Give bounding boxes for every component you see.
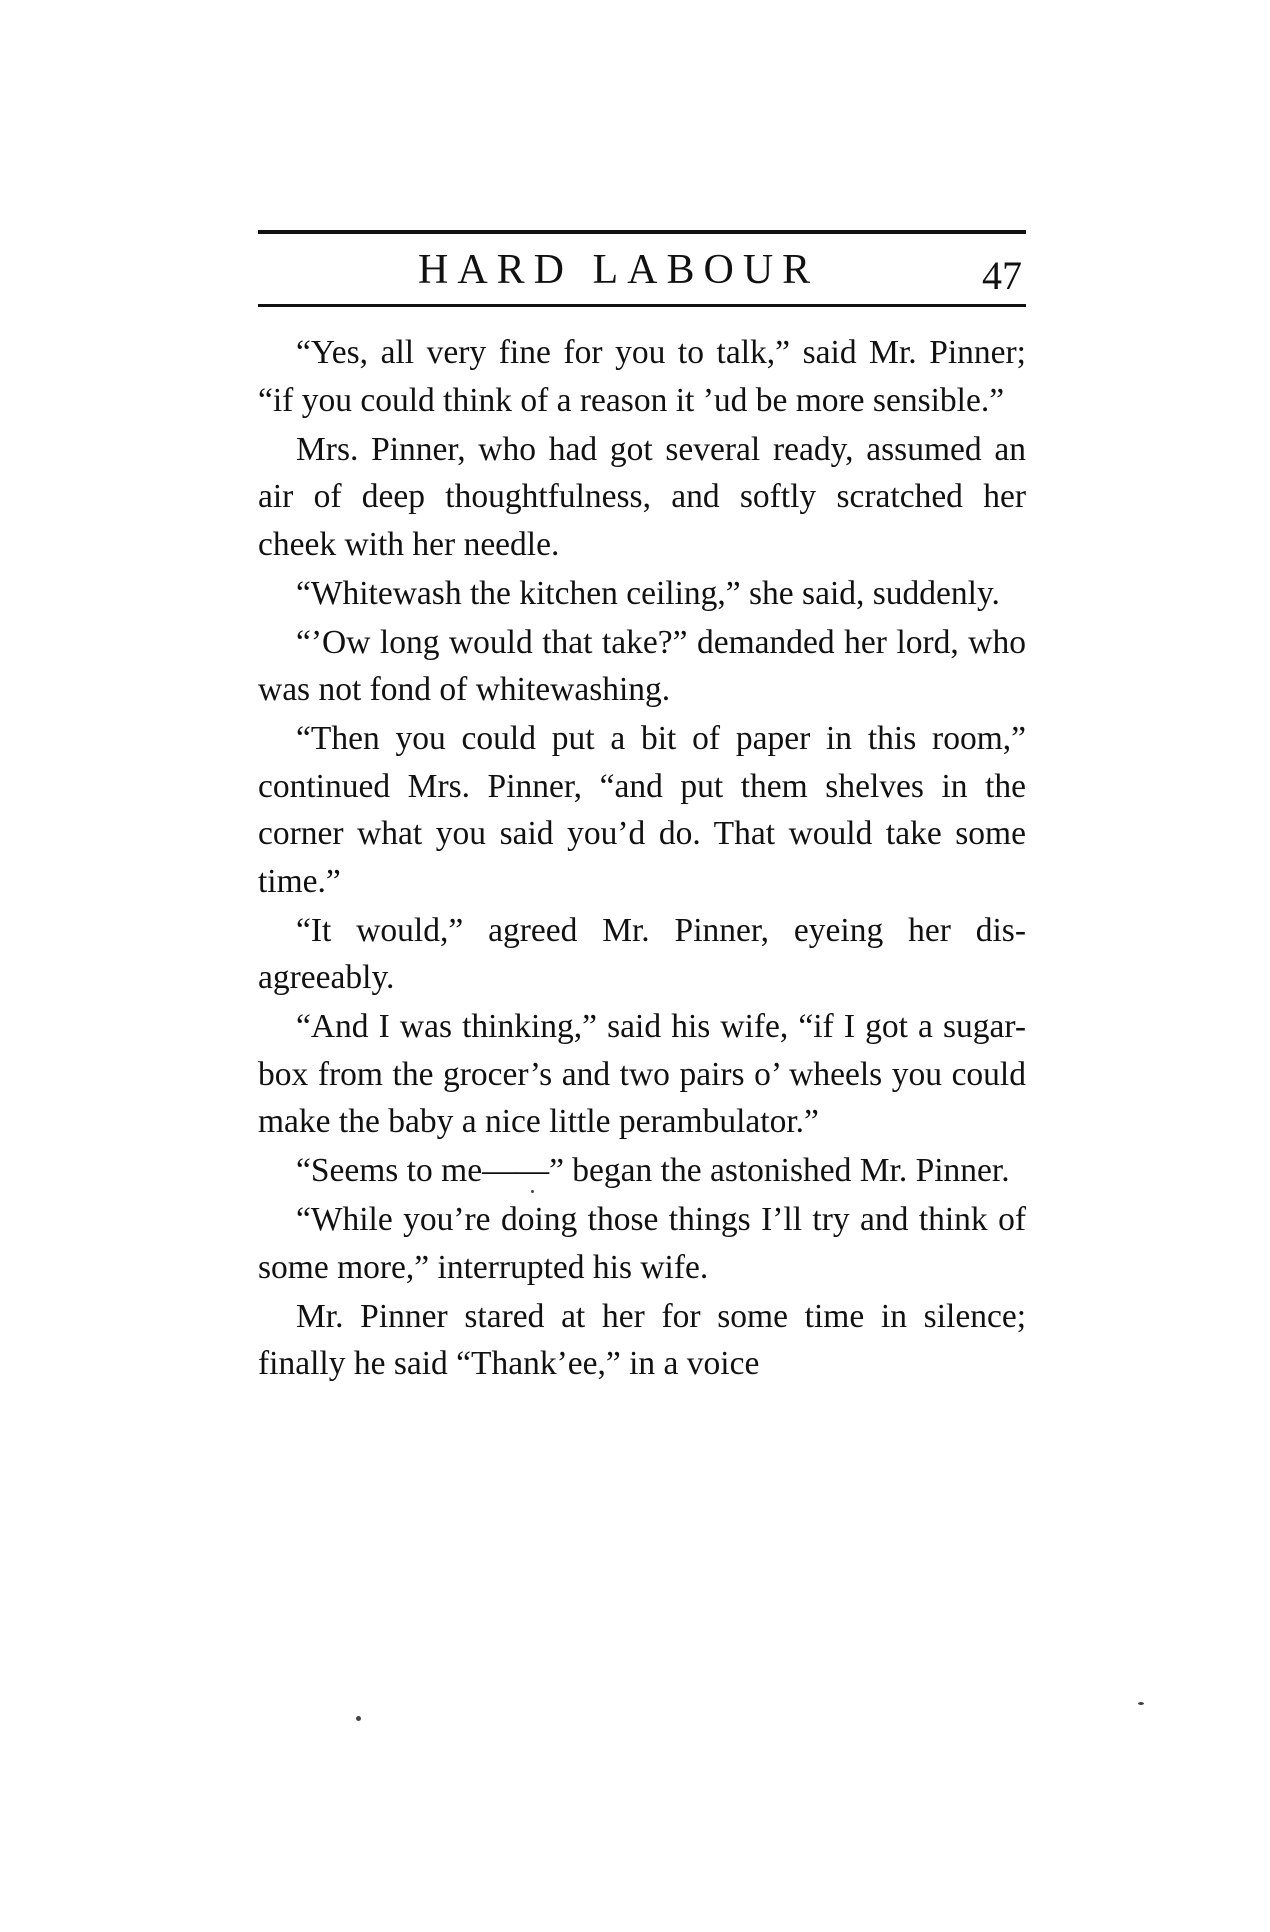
paragraph: “And I was thinking,” said his wife, “if I got a sugar-box from the grocer’s and two pairs o’ wheels you could make the baby a nice little perambulator.” bbox=[258, 1008, 1026, 1140]
paragraph: Mr. Pinner stared at her for some time in silence; finally he said “Thank’ee,” in a voice bbox=[258, 1297, 1026, 1382]
paragraph: “Seems to me——” began the astonished Mr. Pinner. bbox=[296, 1152, 1010, 1189]
paragraph: “While you’re doing those things I’ll try and think of some more,” interrupted his wife. bbox=[258, 1201, 1026, 1286]
scan-speck bbox=[1138, 1702, 1144, 1705]
paragraph: “’Ow long would that take?” demanded her lord, who was not fond of whitewashing. bbox=[258, 623, 1026, 708]
running-header bbox=[258, 234, 1026, 304]
running-title: HARD LABOUR bbox=[418, 247, 820, 293]
header-rule-bottom bbox=[258, 304, 1026, 307]
paragraph: Mrs. Pinner, who had got several ready, assumed an air of deep thoughtfulness, and softly scratched her cheek with her needle. bbox=[258, 430, 1026, 563]
body-text bbox=[258, 329, 1026, 1388]
paragraph: “It would,” agreed Mr. Pinner, eyeing her disagreeably. bbox=[258, 911, 1026, 996]
paragraph: “Whitewash the kitchen ceiling,” she said, suddenly. bbox=[296, 574, 1000, 612]
paragraph: “Yes, all very fine for you to talk,” said Mr. Pinner; “if you could think of a reason it ’ud be more sensible.” bbox=[258, 334, 1026, 419]
book-page bbox=[258, 230, 1026, 1389]
scan-speck bbox=[531, 1190, 534, 1193]
page-number: 47 bbox=[982, 253, 1022, 298]
scan-speck bbox=[356, 1716, 361, 1721]
paragraph: “Then you could put a bit of paper in this room,” continued Mrs. Pinner, “and put them shelves in the corner what you said you’d do. That would take some time.” bbox=[258, 720, 1026, 900]
